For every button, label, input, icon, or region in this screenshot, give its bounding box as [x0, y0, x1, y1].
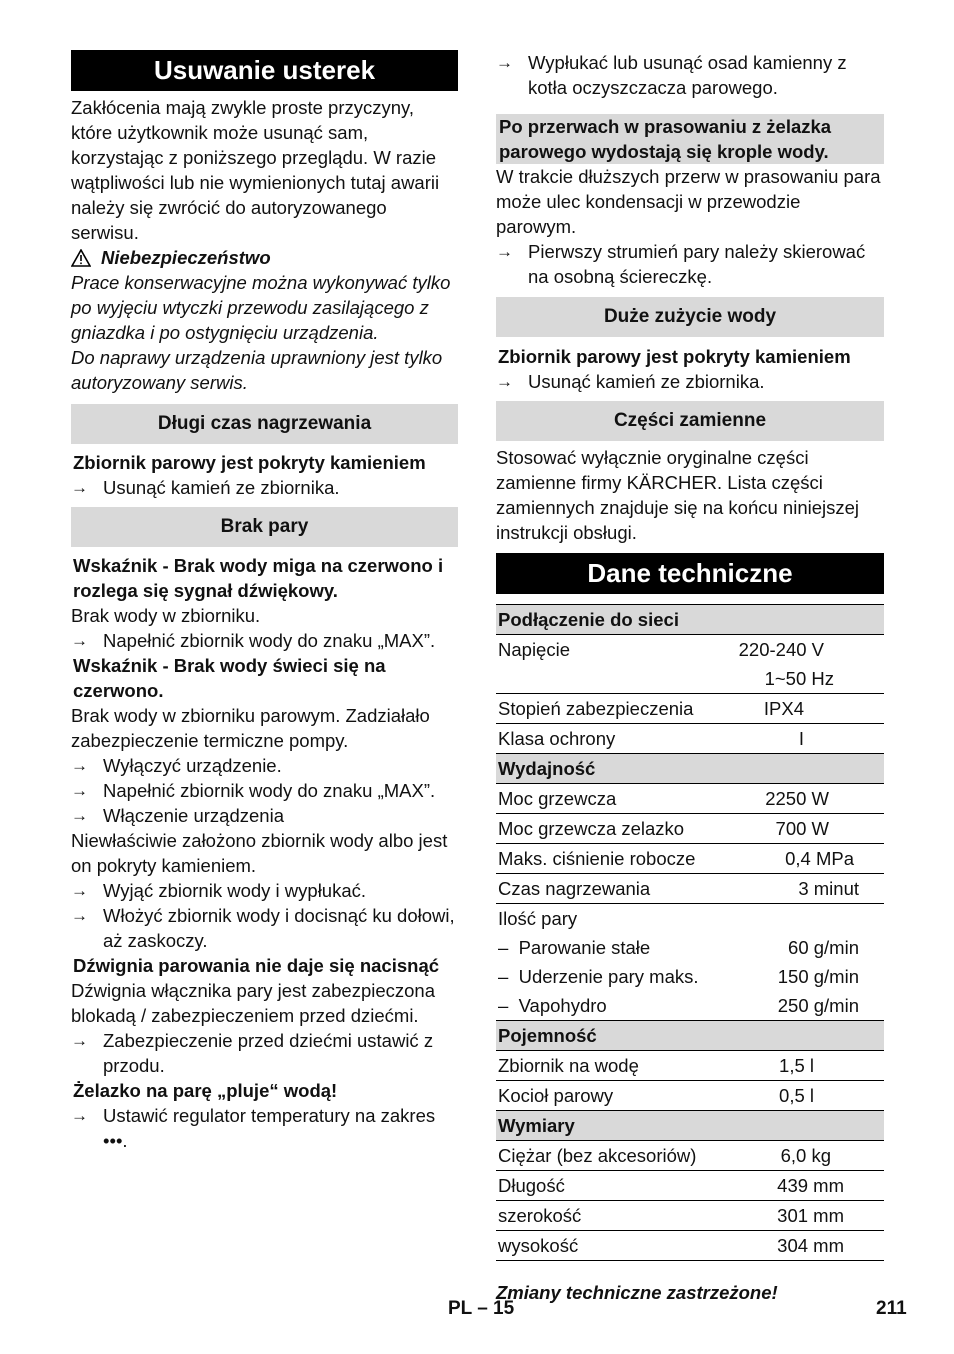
table-section-row: Wymiary [496, 1111, 884, 1141]
section-no-steam: Brak pary [71, 507, 458, 547]
arrow-icon: → [71, 906, 88, 925]
table-row: – Vapohydro 250 g/min [498, 994, 859, 1016]
cause-limescale-2: Zbiornik parowy jest pokryty kamieniem [498, 346, 851, 367]
step-item: → Pierwszy strumień pary należy skierować na osobną ściereczkę. [496, 241, 866, 287]
table-row: Długość 439 mm [496, 1171, 884, 1201]
step-item: → Ustawić regulator temperatury na zakres •••. [71, 1105, 436, 1151]
table-section-row: Pojemność [496, 1021, 884, 1051]
dash-glyph: – [498, 965, 509, 987]
danger-text-1: Prace konserwacyjne można wykonywać tylko po wyjęciu wtyczki przewodu zasilającego z gniazdka i po ostygnięciu urządzenia. [71, 272, 451, 343]
cause-water-blinking: Wskaźnik - Brak wody miga na czerwono i rozlega się sygnał dźwiękowy. [73, 555, 444, 601]
section-title-troubleshooting: Usuwanie usterek [71, 50, 458, 91]
arrow-icon: → [496, 53, 513, 72]
dash-glyph: – [498, 994, 509, 1016]
arrow-icon: → [496, 242, 513, 261]
table-row: Moc grzewcza zelazko 700 W [496, 814, 884, 844]
tech-data-table [496, 604, 884, 1261]
arrow-icon: → [71, 631, 88, 650]
table-row: Maks. ciśnienie robocze 0,4 MPa [496, 844, 884, 874]
table-row: Kocioł parowy 0,5 l [496, 1081, 884, 1111]
spare-parts-text: Stosować wyłącznie oryginalne części zamienne firmy KÄRCHER. Lista części zamiennych znajduje się na końcu niniejszej instrukcji obsługi. [496, 447, 860, 543]
cause-limescale-1: Zbiornik parowy jest pokryty kamieniem [73, 452, 426, 473]
table-row: Ciężar (bez akcesoriów) 6,0 kg [496, 1141, 884, 1171]
table-row: Stopień zabezpieczenia IPX4 [496, 694, 884, 724]
arrow-icon: → [71, 478, 88, 497]
cause-iron-spits: Żelazko na parę „pluje“ wodą! [73, 1080, 338, 1101]
table-row: Klasa ochrony I [496, 724, 884, 754]
arrow-icon: → [71, 881, 88, 900]
left-column [71, 50, 458, 1153]
cause-lever: Dźwignia parowania nie daje się nacisnąć [73, 955, 440, 976]
arrow-icon: → [71, 806, 88, 825]
warning-triangle-icon [71, 249, 91, 267]
changes-note: Zmiany techniczne zastrzeżone! [496, 1282, 778, 1303]
table-row: – Uderzenie pary maks. 150 g/min [498, 965, 859, 987]
danger-heading [71, 245, 458, 270]
dash-glyph: – [498, 936, 509, 958]
table-section-row: Wydajność [496, 754, 884, 784]
section-long-heating: Długi czas nagrzewania [71, 404, 458, 444]
table-row: Ilość pary [496, 904, 884, 934]
section-title-tech-data: Dane techniczne [496, 553, 884, 594]
table-row: Moc grzewcza 2250 W [496, 784, 884, 814]
table-row: wysokość 304 mm [496, 1231, 884, 1261]
cause-water-lit: Wskaźnik - Brak wody świeci się na czerwono. [73, 655, 386, 701]
text-lever-locked: Dźwignia włącznika pary jest zabezpieczona blokadą / zabezpieczeniem przed dziećmi. [71, 980, 436, 1026]
arrow-icon: → [71, 1106, 88, 1125]
page-number: 211 [876, 1298, 907, 1319]
step-item: → Włączenie urządzenia [71, 805, 284, 826]
arrow-icon: → [496, 372, 513, 391]
step-item: → Włożyć zbiornik wody i docisnąć ku dołowi, aż zaskoczy. [71, 905, 455, 951]
text-tank-wrong: Niewłaściwie założono zbiornik wody albo jest on pokryty kamieniem. [71, 830, 448, 876]
intro-paragraph: Zakłócenia mają zwykle proste przyczyny, które użytkownik może usunąć sam, korzystając z poniższego przeglądu. W razie wątpliwości lub nie wymienionych tutaj awarii należy się zwrócić do autoryzowanego serwisu. [71, 97, 440, 243]
arrow-icon: → [71, 1031, 88, 1050]
text-no-water: Brak wody w zbiorniku. [71, 605, 261, 626]
step-item: → Wyjąć zbiornik wody i wypłukać. [71, 880, 367, 901]
section-spare-parts: Części zamienne [496, 401, 884, 441]
right-column [496, 50, 884, 1305]
table-row: szerokość 301 mm [496, 1201, 884, 1231]
step-item: → Wypłukać lub usunąć osad kamienny z kotła oczyszczacza parowego. [496, 52, 847, 98]
table-row: 1~50 Hz [764, 667, 834, 689]
table-row: Zbiornik na wodę 1,5 l [496, 1051, 884, 1081]
step-item: → Wyłączyć urządzenie. [71, 755, 282, 776]
arrow-icon: → [71, 781, 88, 800]
tip-heading: Po przerwach w prasowaniu z żelazka parowego wydostają się krople wody. [496, 114, 884, 164]
step-item: → Usunąć kamień ze zbiornika. [496, 371, 765, 392]
footer-section-number: PL – 15 [448, 1298, 515, 1319]
tip-text: W trakcie dłuższych przerw w prasowaniu para może ulec kondensacji w przewodzie parowym. [496, 166, 881, 237]
step-item: → Zabezpieczenie przed dziećmi ustawić z przodu. [71, 1030, 434, 1076]
section-high-water-use: Duże zużycie wody [496, 297, 884, 337]
step-item: → Usunąć kamień ze zbiornika. [71, 477, 340, 498]
table-row: Czas nagrzewania 3 minut [496, 874, 884, 904]
text-pump-protection: Brak wody w zbiorniku parowym. Zadziałało zabezpieczenie termiczne pompy. [71, 705, 430, 751]
danger-label: Niebezpieczeństwo [101, 247, 271, 268]
danger-text-2: Do naprawy urządzenia uprawniony jest tylko autoryzowany serwis. [71, 347, 443, 393]
table-row: Napięcie 220-240 V [496, 635, 884, 665]
step-item: → Napełnić zbiornik wody do znaku „MAX”. [71, 630, 436, 651]
table-section-row: Podłączenie do sieci [496, 605, 884, 635]
arrow-icon: → [71, 756, 88, 775]
step-item: → Napełnić zbiornik wody do znaku „MAX”. [71, 780, 436, 801]
table-row: – Parowanie stałe 60 g/min [498, 936, 859, 958]
